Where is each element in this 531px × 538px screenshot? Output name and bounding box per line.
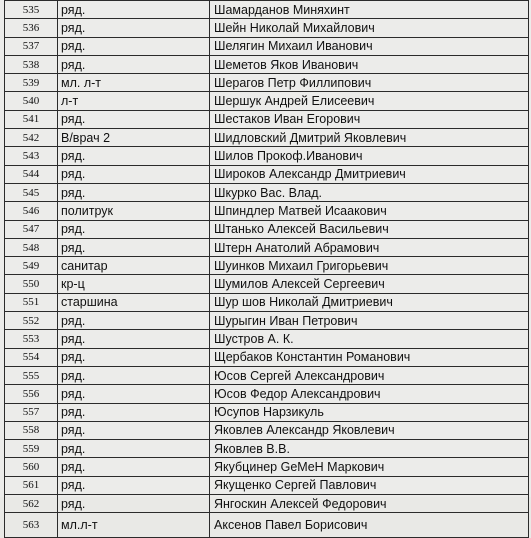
rank-cell: ряд.	[58, 312, 210, 330]
table-row	[5, 220, 529, 238]
row-number-cell: 559	[5, 440, 58, 458]
row-number-cell: 561	[5, 476, 58, 494]
full-name-cell: Шейн Николай Михайлович	[210, 19, 529, 37]
full-name-cell: Шеметов Яков Иванович	[210, 55, 529, 73]
rank-cell: ряд.	[58, 55, 210, 73]
table-row	[5, 440, 529, 458]
rank-cell: ряд.	[58, 366, 210, 384]
rank-cell: ряд.	[58, 330, 210, 348]
rank-cell: ряд.	[58, 458, 210, 476]
table-row	[5, 74, 529, 92]
rank-cell: ряд.	[58, 220, 210, 238]
full-name-cell: Шерагов Петр Филлипович	[210, 74, 529, 92]
row-number-cell: 549	[5, 257, 58, 275]
row-number-cell: 555	[5, 366, 58, 384]
full-name-cell: Шестаков Иван Егорович	[210, 110, 529, 128]
rank-cell: ряд.	[58, 385, 210, 403]
rank-cell: политрук	[58, 202, 210, 220]
full-name-cell: Янгоскин Алексей Федорович	[210, 495, 529, 513]
row-number-cell: 550	[5, 275, 58, 293]
rank-cell: ряд.	[58, 476, 210, 494]
row-number-cell: 544	[5, 165, 58, 183]
full-name-cell: Шпиндлер Матвей Исаакович	[210, 202, 529, 220]
full-name-cell: Шамарданов Миняхинт	[210, 1, 529, 19]
full-name-cell: Якубцинер GeMeH Маркович	[210, 458, 529, 476]
rank-cell: ряд.	[58, 147, 210, 165]
row-number-cell: 541	[5, 110, 58, 128]
table-row	[5, 238, 529, 256]
full-name-cell: Яковлев Александр Яковлевич	[210, 421, 529, 439]
table-row	[5, 293, 529, 311]
full-name-cell: Якущенко Сергей Павлович	[210, 476, 529, 494]
full-name-cell: Яковлев В.В.	[210, 440, 529, 458]
row-number-cell: 548	[5, 238, 58, 256]
rank-cell: ряд.	[58, 495, 210, 513]
table-row	[5, 165, 529, 183]
row-number-cell: 543	[5, 147, 58, 165]
full-name-cell: Шершук Андрей Елисеевич	[210, 92, 529, 110]
full-name-cell: Шелягин Михаил Иванович	[210, 37, 529, 55]
row-number-cell: 551	[5, 293, 58, 311]
table-row	[5, 110, 529, 128]
row-number-cell: 563	[5, 513, 58, 538]
rank-cell: старшина	[58, 293, 210, 311]
table-row	[5, 403, 529, 421]
table-row	[5, 385, 529, 403]
row-number-cell: 552	[5, 312, 58, 330]
row-number-cell: 547	[5, 220, 58, 238]
rank-cell: санитар	[58, 257, 210, 275]
rank-cell: ряд.	[58, 238, 210, 256]
table-row	[5, 55, 529, 73]
full-name-cell: Широков Александр Дмитриевич	[210, 165, 529, 183]
row-number-cell: 539	[5, 74, 58, 92]
full-name-cell: Штанько Алексей Васильевич	[210, 220, 529, 238]
rank-cell: В/врач 2	[58, 129, 210, 147]
full-name-cell: Шумилов Алексей Сергеевич	[210, 275, 529, 293]
rank-cell: л-т	[58, 92, 210, 110]
row-number-cell: 537	[5, 37, 58, 55]
table-row	[5, 37, 529, 55]
full-name-cell: Юсов Сергей Александрович	[210, 366, 529, 384]
table-row	[5, 19, 529, 37]
row-number-cell: 553	[5, 330, 58, 348]
row-number-cell: 560	[5, 458, 58, 476]
rank-cell: ряд.	[58, 183, 210, 201]
table-row	[5, 458, 529, 476]
full-name-cell: Шуинков Михаил Григорьевич	[210, 257, 529, 275]
rank-cell: ряд.	[58, 348, 210, 366]
row-number-cell: 554	[5, 348, 58, 366]
full-name-cell: Штерн Анатолий Абрамович	[210, 238, 529, 256]
table-row	[5, 183, 529, 201]
row-number-cell: 556	[5, 385, 58, 403]
table-row	[5, 275, 529, 293]
roster-table	[4, 0, 529, 538]
full-name-cell: Щербаков Константин Романович	[210, 348, 529, 366]
table-row	[5, 366, 529, 384]
table-row	[5, 129, 529, 147]
table-row	[5, 330, 529, 348]
full-name-cell: Шурыгин Иван Петрович	[210, 312, 529, 330]
rank-cell: ряд.	[58, 1, 210, 19]
table-row	[5, 1, 529, 19]
row-number-cell: 542	[5, 129, 58, 147]
rank-cell: ряд.	[58, 165, 210, 183]
full-name-cell: Шидловский Дмитрий Яковлевич	[210, 129, 529, 147]
row-number-cell: 557	[5, 403, 58, 421]
row-number-cell: 546	[5, 202, 58, 220]
rank-cell: ряд.	[58, 440, 210, 458]
row-number-cell: 562	[5, 495, 58, 513]
table-row	[5, 257, 529, 275]
table-row	[5, 421, 529, 439]
full-name-cell: Шур шов Николай Дмитриевич	[210, 293, 529, 311]
full-name-cell: Юсупов Нарзикуль	[210, 403, 529, 421]
rank-cell: ряд.	[58, 19, 210, 37]
table-row	[5, 348, 529, 366]
table-row	[5, 312, 529, 330]
table-row	[5, 495, 529, 513]
table-row	[5, 476, 529, 494]
rank-cell: мл.л-т	[58, 513, 210, 538]
table-row	[5, 92, 529, 110]
rank-cell: ряд.	[58, 421, 210, 439]
rank-cell: мл. л-т	[58, 74, 210, 92]
rank-cell: кр-ц	[58, 275, 210, 293]
table-row	[5, 202, 529, 220]
table-row	[5, 513, 529, 538]
row-number-cell: 540	[5, 92, 58, 110]
roster-table-body	[5, 1, 529, 538]
row-number-cell: 536	[5, 19, 58, 37]
full-name-cell: Шустров А. К.	[210, 330, 529, 348]
row-number-cell: 558	[5, 421, 58, 439]
row-number-cell: 538	[5, 55, 58, 73]
full-name-cell: Шилов Прокоф.Иванович	[210, 147, 529, 165]
rank-cell: ряд.	[58, 403, 210, 421]
rank-cell: ряд.	[58, 37, 210, 55]
row-number-cell: 535	[5, 1, 58, 19]
row-number-cell: 545	[5, 183, 58, 201]
full-name-cell: Шкурко Вас. Влад.	[210, 183, 529, 201]
rank-cell: ряд.	[58, 110, 210, 128]
full-name-cell: Юсов Федор Александрович	[210, 385, 529, 403]
table-row	[5, 147, 529, 165]
full-name-cell: Аксенов Павел Борисович	[210, 513, 529, 538]
